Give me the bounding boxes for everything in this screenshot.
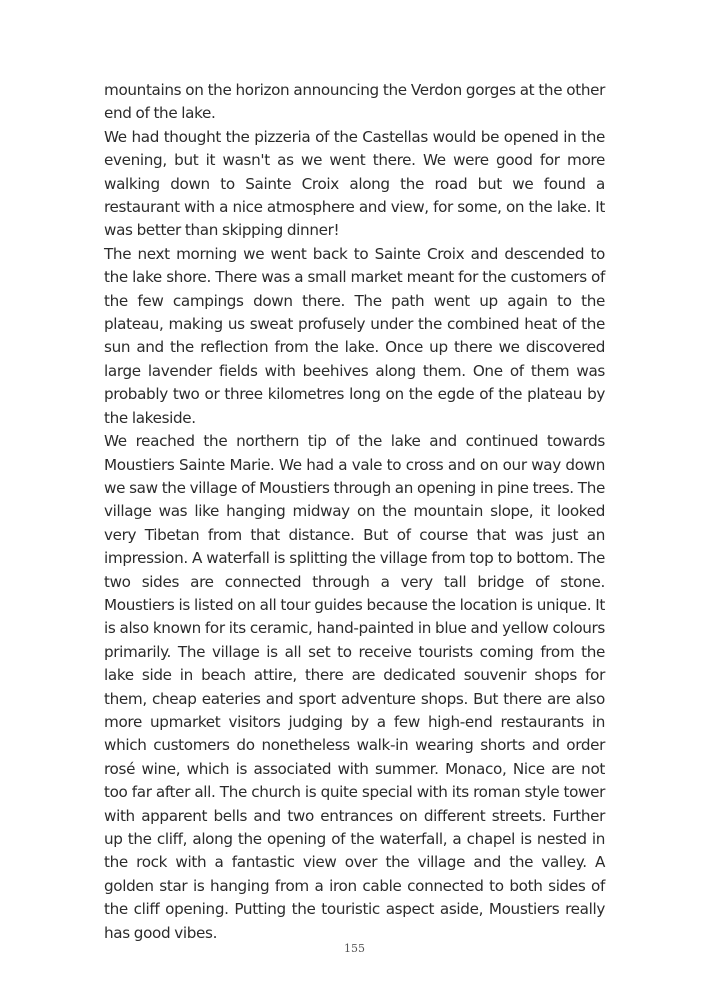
paragraph-3: The next morning we went back to Sainte Croix and descended to the lake shore. There was a small market meant for the customers of the few campings down there. The path went up again to the plateau, making us sweat profusely under the combined heat of the sun and the reflection from the lake. Once up there we discovered large lavender fields with beehives along them. One of them was probably two or three kilometres long on the egde of the plateau by the lakeside. — [104, 244, 605, 427]
page-number: 155 — [344, 942, 365, 955]
paragraph-4: We reached the northern tip of the lake and continued towards Moustiers Sainte Marie. We had a vale to cross and on our way down we saw the village of Moustiers through an opening in pine trees. The village was like hanging midway on the mountain slope, it looked very Tibetan from that distance. But of course that was just an impression. A waterfall is splitting the village from top to bottom. The two sides are connected through a very tall bridge of stone. Moustiers is listed on all tour guides because the location is unique. It is also known for its ceramic, hand-painted in blue and yellow colours primarily. The village is all set to receive tourists coming from the lake side in beach attire, there are dedicated souvenir shops for them, cheap eateries and sport adventure shops. But there are also more upmarket visitors judging by a few high-end restaurants in which customers do nonetheless walk-in wearing shorts and order rosé wine, which is associated with summer. Monaco, Nice are not too far after all. The church is quite special with its roman style tower with apparent bells and two entrances on different streets. Further up the cliff, along the opening of the waterfall, a chapel is nested in the rock with a fantastic view over the village and the valley. A golden star is hanging from a iron cable connected to both sides of the cliff opening. Putting the touristic aspect aside, Moustiers really has good vibes. — [104, 432, 605, 942]
body-text — [104, 79, 605, 945]
paragraph-1: mountains on the horizon announcing the Verdon gorges at the other end of the lake. — [104, 81, 605, 123]
paragraph-2: We had thought the pizzeria of the Castellas would be opened in the evening, but it wasn't as we went there. We were good for more walking down to Sainte Croix along the road but we found a restaurant with a nice atmosphere and view, for some, on the lake. It was better than skipping dinner! — [104, 127, 605, 240]
